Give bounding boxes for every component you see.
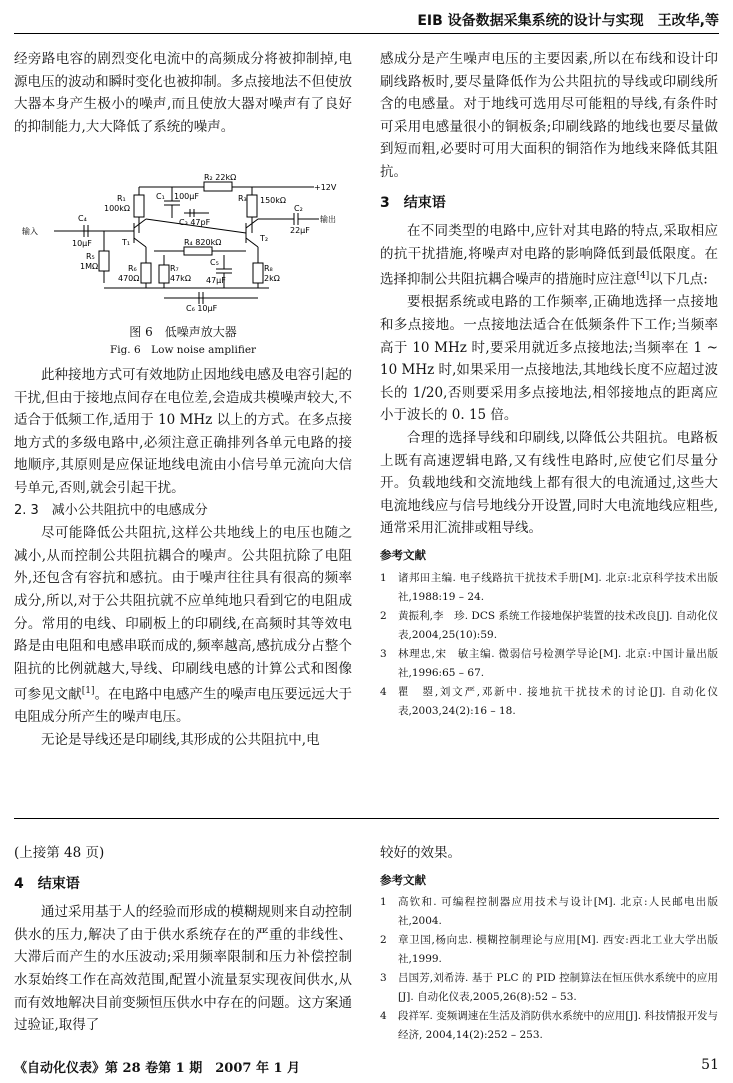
reference-item bbox=[380, 893, 718, 931]
paragraph: 合理的选择导线和印刷线,以降低公共阻抗。电路板上既有高速逻辑电路,又有线性电路时,应使它们尽量分开。负载地线和交流地线上都有很大的电流通过,这些大电流地线应与信号地线分开设置,同时大电流地线应粗些,通常采用汇流排或粗导线。 bbox=[380, 430, 718, 537]
page-number: 51 bbox=[701, 1057, 719, 1073]
label-vcc: +12V bbox=[314, 183, 337, 192]
ref-number: 1 bbox=[380, 896, 387, 909]
text-span: 。在电路中电感产生的噪声电压要远远大于电阻成分所产生的噪声电压。 bbox=[14, 686, 353, 726]
ref-text: 诸邦田主编. 电子线路抗干扰技术手册[M]. 北京:北京科学技术出版社,1988:19 – 24. bbox=[398, 571, 718, 603]
page-footer bbox=[14, 1057, 719, 1076]
ref-text: 瞿 曌,刘文严,邓新中. 接地抗干扰技术的讨论[J]. 自动化仪表,2003,24(2):16 – 18. bbox=[398, 685, 718, 717]
reference-list bbox=[380, 569, 718, 721]
paragraph: 感成分是产生噪声电压的主要因素,所以在布线和设计印刷线路板时,要尽量降低作为公共阻抗的导线或印刷线所含的电感量。对于地线可选用尽可能粗的导线,有条件时可采用电感量很小的铜板条;印刷线路的地线也要尽量做到短而粗,必要时可用大面积的铜箔作为地线来降低其阻抗。 bbox=[380, 51, 718, 180]
paragraph bbox=[14, 522, 352, 729]
ref-number: 3 bbox=[380, 972, 387, 985]
ref-text: 段祥军. 变频调速在生活及消防供水系统中的应用[J]. 科技情报开发与经济, 2004,14(2):252 – 253. bbox=[398, 1010, 718, 1042]
label-r8: R₈ bbox=[264, 264, 273, 273]
reference-list bbox=[380, 893, 718, 1045]
ref-text: 林理忠,宋 敏主编. 微弱信号检测学导论[M]. 北京:中国计量出版社,1996:65 – 67. bbox=[398, 647, 718, 679]
label-c5v: 47μF bbox=[206, 276, 226, 285]
label-c4v: 10μF bbox=[72, 239, 92, 248]
text-span: 在不同类型的电路中,应针对其电路的特点,采取相应的抗干扰措施,将噪声对电路的影响降低到最低限度。在选择抑制公共阻抗耦合噪声的措施时应注意 bbox=[380, 223, 718, 288]
label-r3: R₃ bbox=[238, 194, 247, 203]
section-heading: 4 结束语 bbox=[14, 875, 80, 892]
ref-number: 2 bbox=[380, 934, 387, 947]
section-divider bbox=[14, 818, 719, 819]
citation: [1] bbox=[81, 686, 95, 697]
ref-text: 黄振利,李 珍. DCS 系统工作接地保护装置的技术改良[J]. 自动化仪表,2004,25(10):59. bbox=[398, 609, 718, 641]
label-c2: C₂ bbox=[294, 204, 303, 213]
label-r7v: 47kΩ bbox=[170, 274, 191, 283]
references-title: 参考文献 bbox=[380, 872, 426, 887]
ref-text: 高钦和. 可编程控制器应用技术与设计[M]. 北京:人民邮电出版社,2004. bbox=[398, 896, 718, 928]
label-c1: C₁ bbox=[156, 192, 165, 201]
paragraph: 通过采用基于人的经验而形成的模糊规则来自动控制供水的压力,解决了由于供水系统存在的严重的非线性、大滞后而产生的水压波动;采用频率限制和压力补偿控制水泵始终工作在高效范围,配置小流量泵实现夜间供水,从而有效地解决目前变频恒压供水中存在的问题。这方案通过验证,取得了 bbox=[14, 904, 352, 1034]
ref-number: 4 bbox=[380, 685, 387, 698]
circuit-diagram bbox=[14, 173, 352, 313]
section-heading: 3 结束语 bbox=[380, 194, 446, 211]
left-column-bottom bbox=[14, 842, 352, 1037]
label-c6: C₆ 10μF bbox=[186, 304, 218, 313]
right-column-bottom bbox=[380, 842, 718, 1045]
label-c3: C₃ 47pF bbox=[179, 218, 211, 227]
label-r8v: 2kΩ bbox=[264, 274, 280, 283]
label-r3v: 150kΩ bbox=[260, 196, 287, 205]
ref-number: 3 bbox=[380, 647, 387, 660]
ref-text: 章卫国,杨向忠. 模糊控制理论与应用[M]. 西安:西北工业大学出版社,1999. bbox=[398, 934, 718, 966]
label-r4: R₄ 820kΩ bbox=[184, 238, 222, 247]
ref-number: 1 bbox=[380, 571, 387, 584]
label-r1: R₁ bbox=[117, 194, 126, 203]
label-r7: R₇ bbox=[170, 264, 179, 273]
figure-caption-en: Fig. 6 Low noise amplifier bbox=[109, 344, 257, 356]
references-title: 参考文献 bbox=[380, 547, 426, 562]
label-in: 输入 bbox=[22, 227, 38, 236]
left-column-mid bbox=[14, 364, 352, 752]
label-r1v: 100kΩ bbox=[104, 204, 131, 213]
section-heading: 2. 3 减小公共阻抗中的电感成分 bbox=[14, 502, 208, 518]
figure-6 bbox=[14, 173, 352, 363]
label-c1v: 100μF bbox=[174, 192, 199, 201]
paragraph: 无论是导线还是印刷线,其形成的公共阻抗中,电 bbox=[41, 732, 320, 748]
reference-item bbox=[380, 969, 718, 1007]
paragraph bbox=[380, 220, 718, 291]
reference-item bbox=[380, 569, 718, 607]
reference-item bbox=[380, 931, 718, 969]
ref-number: 4 bbox=[380, 1010, 387, 1023]
continuation-note: (上接第 48 页) bbox=[14, 845, 105, 861]
reference-item bbox=[380, 645, 718, 683]
paragraph: 较好的效果。 bbox=[380, 845, 461, 861]
text-span: 以下几点: bbox=[649, 271, 708, 288]
paragraph: 此种接地方式可有效地防止因地线电感及电容引起的干扰,但由于接地点间存在电位差,会造成共模噪声较大,不适合于低频工作,适用于 10 MHz 以上的方式。在多点接地方式的多级电路中,必须注意正确排列各单元电路的接地顺序,其原则是应保证地线电流由小信号单元流向大信号单元,否则,就会引起干扰。 bbox=[14, 367, 352, 496]
citation: [4] bbox=[636, 271, 650, 282]
left-column-top bbox=[14, 48, 352, 138]
label-r6v: 470Ω bbox=[118, 274, 140, 283]
label-c2v: 22μF bbox=[290, 226, 310, 235]
paragraph: 经旁路电容的剧烈变化电流中的高频成分将被抑制掉,电源电压的波动和瞬时变化也被抑制。多点接地法不但使放大器本身产生极小的噪声,而且使放大器对噪声有了良好的抑制能力,大大降低了系统的噪声。 bbox=[14, 51, 352, 135]
reference-item bbox=[380, 607, 718, 645]
figure-caption: 图 6 低噪声放大器 bbox=[129, 325, 237, 339]
reference-item bbox=[380, 1007, 718, 1045]
reference-item bbox=[380, 683, 718, 721]
paragraph: 要根据系统或电路的工作频率,正确地选择一点接地和多点接地。一点接地法适合在低频条件下工作;当频率高于 10 MHz 时,要采用就近多点接地法;当频率在 1 ~ 10 MHz 时,如果采用一点接地法,其地线长度不应超过波长的 1/20,否则要采用多点接地法,相邻接地点的距离应小于波长的 0. 15 倍。 bbox=[380, 294, 718, 424]
label-c4: C₄ bbox=[78, 214, 87, 223]
label-out: 输出 bbox=[320, 215, 336, 224]
label-c5: C₅ bbox=[210, 258, 219, 267]
ref-text: 吕国芳,刘希涛. 基于 PLC 的 PID 控制算法在恒压供水系统中的应用[J]. 自动化仪表,2005,26(8):52 – 53. bbox=[398, 972, 718, 1004]
label-t2: T₂ bbox=[260, 234, 269, 243]
label-r5v: 1MΩ bbox=[80, 262, 99, 271]
label-r2: R₂ 22kΩ bbox=[204, 173, 237, 182]
right-column-top bbox=[380, 48, 718, 721]
header-rule bbox=[14, 33, 719, 34]
text-span: 尽可能降低公共阻抗,这样公共地线上的电压也随之减小,从而控制公共阻抗耦合的噪声。公共阻抗除了电阻外,还包含有容抗和感抗。由于噪声往往具有很高的频率成分,所以,对于公共阻抗就不应单纯地只看到它的电阻成分。常用的电线、印刷板上的印刷线,在高频时其等效电路是由电阻和电感串联而成的,频率越高,感抗成分占整个阻抗的比例就越大,导线、印刷线电感的计算公式和图像可参见文献 bbox=[14, 525, 352, 703]
running-header: EIB 设备数据采集系统的设计与实现 王改华,等 bbox=[417, 13, 719, 29]
journal-info: 《自动化仪表》第 28 卷第 1 期 2007 年 1 月 bbox=[14, 1061, 301, 1076]
ref-number: 2 bbox=[380, 609, 387, 622]
label-r5: R₅ bbox=[86, 252, 95, 261]
label-t1: T₁ bbox=[122, 238, 131, 247]
label-r6: R₆ bbox=[128, 264, 137, 273]
